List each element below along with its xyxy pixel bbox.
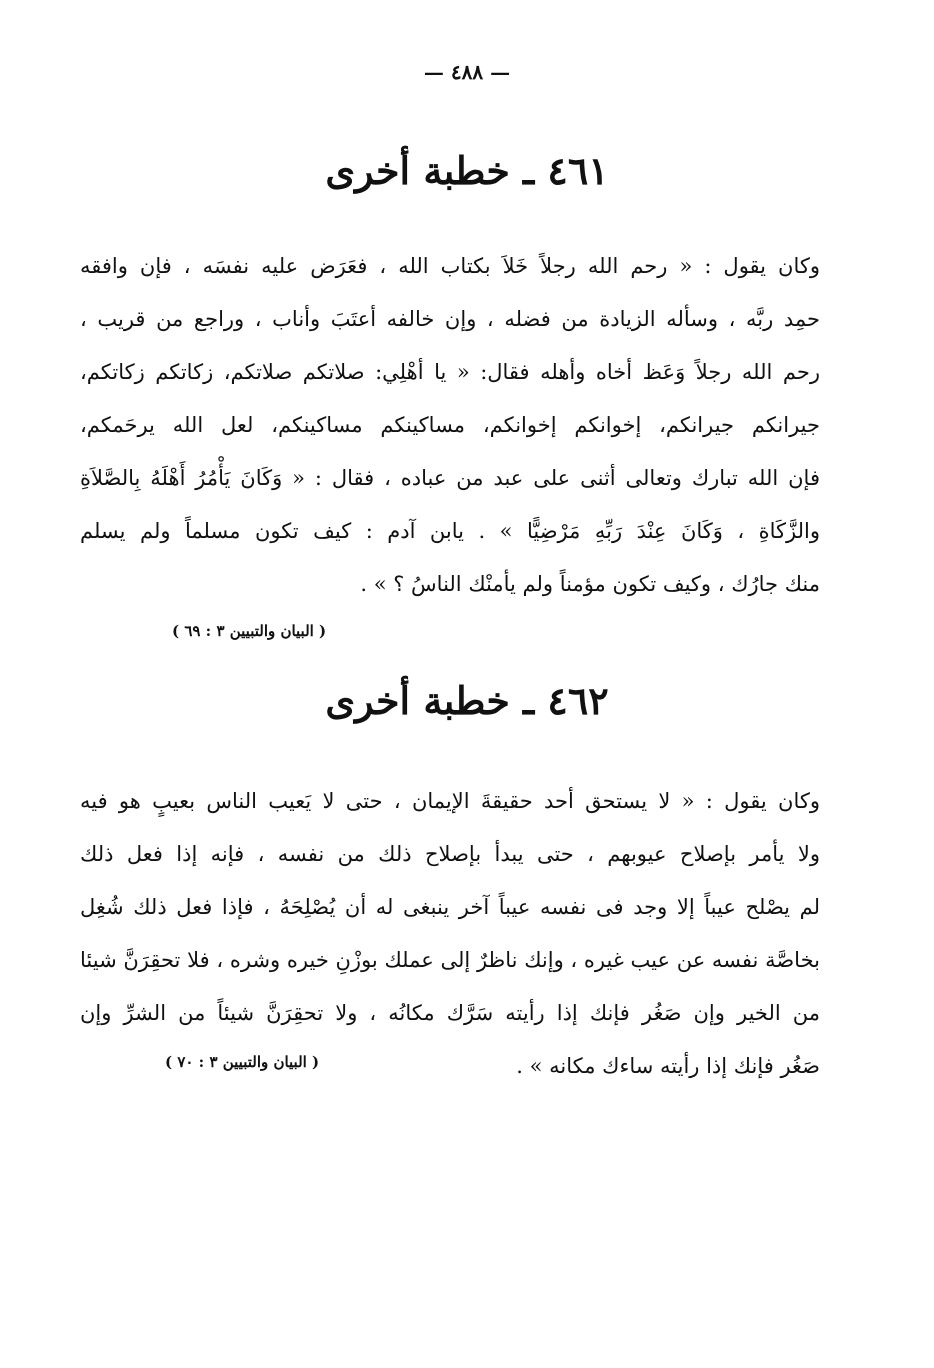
text-line: وكان يقول : « رحم الله رجلاً خَلاَ بكتاب الله ، فعَرَض عليه نفسَه ، فإن وافقه — [80, 254, 820, 278]
text-line: رحم الله رجلاً وَعَظ أخاه وأهله فقال: « يا أهْلِي: صلاتكم صلاتكم، زكاتكم زكاتكم، — [80, 360, 820, 384]
text-line: لم يصْلح عيباً إلا وجد فى نفسه عيباً آخر ينبغى له أن يُصْلِحَهُ ، فإذا فعل ذلك شُغِل — [80, 895, 820, 919]
text-line: بخاصَّة نفسه عن عيب غيره ، وإنك ناظرٌ إلى عملك بوزْنِ خيره وشره ، فلا تحقِرَنَّ شيئا — [80, 948, 820, 972]
source-citation-461: ( البيان والتبيين ٣ : ٦٩ ) — [172, 622, 327, 640]
page-number: — ٤٨٨ — — [423, 60, 511, 84]
section-body-462 — [80, 775, 820, 1093]
text-line: صَغُر فإنك إذا رأيته ساءك مكانه » . — [516, 1054, 820, 1078]
text-line: منك جارُك ، وكيف تكون مؤمناً ولم يأمنْك الناسُ ؟ » . — [360, 572, 820, 596]
text-line: جيرانكم جيرانكم، إخوانكم إخوانكم، مساكينكم مساكينكم، لعل الله يرحَمكم، — [80, 413, 820, 437]
text-line: والزَّكَاةِ ، وَكَانَ عِنْدَ رَبِّهِ مَرْضِيًّا » . يابن آدم : كيف تكون مسلماً ولم يسلم — [80, 519, 820, 543]
section-title-462: ٤٦٢ ـ خطبة أخرى — [325, 678, 609, 723]
text-line: فإن الله تبارك وتعالى أثنى على عبد من عباده ، فقال : « وَكَانَ يَأْمُرُ أَهْلَهُ بِالصَّلاَةِ — [80, 466, 820, 490]
text-line: وكان يقول : « لا يستحق أحد حقيقةَ الإيمان ، حتى لا يَعيب الناس بعيبٍ هو فيه — [80, 789, 820, 813]
source-citation-462: ( البيان والتبيين ٣ : ٧٠ ) — [165, 1053, 320, 1071]
section-title-461: ٤٦١ ـ خطبة أخرى — [325, 148, 609, 193]
text-line: حمِد ربَّه ، وسأله الزيادة من فضله ، وإن خالفه أعتَبَ وأناب ، وراجع من قريب ، — [80, 307, 820, 331]
text-line: ولا يأمر بإصلاح عيوبهم ، حتى يبدأ بإصلاح ذلك من نفسه ، فإنه إذا فعل ذلك — [80, 842, 820, 866]
text-line: من الخير وإن صَغُر فإنك إذا رأيته سَرَّك مكانُه ، ولا تحقِرَنَّ شيئاً من الشرِّ وإن — [80, 1001, 820, 1025]
section-body-461 — [80, 240, 820, 611]
